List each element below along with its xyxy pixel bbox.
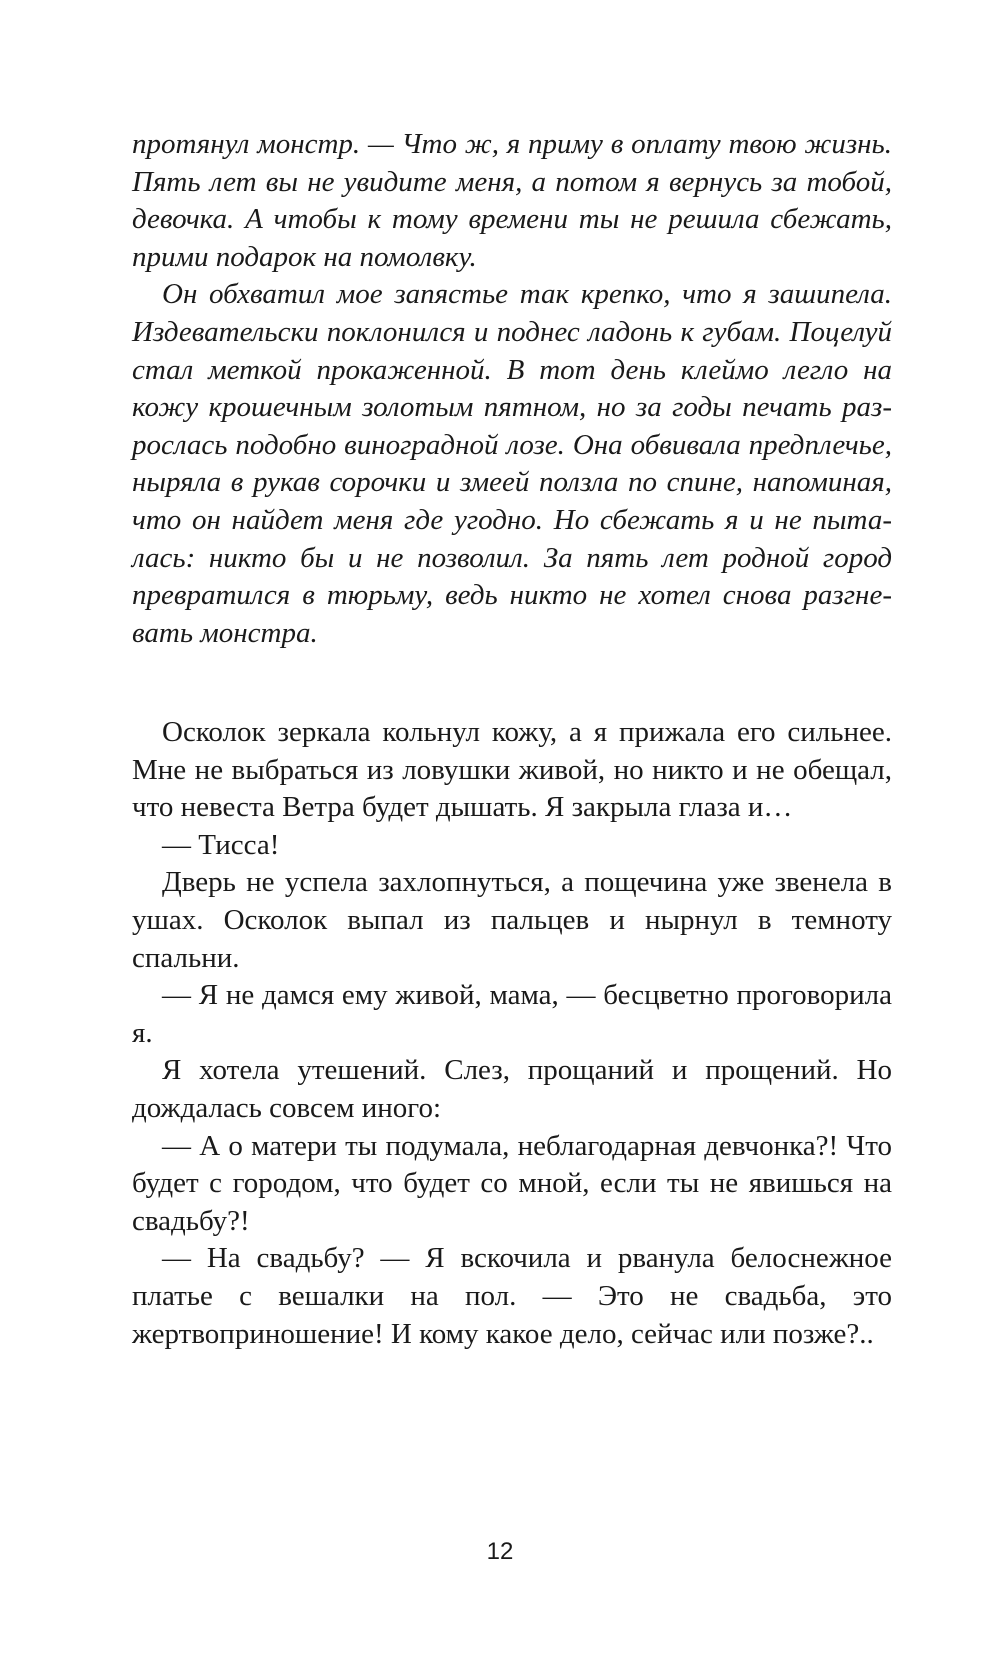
main-text-section [132,714,892,1353]
main-paragraph-2: — Тисса! [162,828,280,861]
italic-paragraph-1: протянул монстр. — Что ж, я приму в оплату твою жизнь. Пять лет вы не увидите меня, а потом я вернусь за тобой, девочка. А чтобы к тому времени ты не решила сбежать, прими подарок на помолвку. [132,128,892,273]
main-paragraph-1: Осколок зеркала кольнул кожу, а я прижала его сильнее. Мне не выбраться из ловушки живой, но никто и не обещал, что невеста Ветра будет дышать. Я закрыла глаза и… [132,716,892,824]
main-paragraph-5: Я хотела утешений. Слез, прощаний и прощений. Но дождалась совсем иного: [132,1054,892,1124]
italic-text-section [132,126,892,652]
main-paragraph-3: Дверь не успела захлопнуться, а пощечина уже звенела в ушах. Осколок выпал из пальцев и нырнул в темноту спальни. [132,866,892,974]
main-paragraph-4: — Я не дамся ему живой, мама, — бесцветно проговорила я. [132,979,892,1049]
main-paragraph-7: — На свадьбу? — Я вскочила и рванула белоснежное платье с вешалки на пол. — Это не свадьба, это жертвоприношение! И кому какое дело, сейчас или позже?.. [132,1242,892,1350]
main-paragraph-6: — А о матери ты подумала, неблагодарная девчонка?! Что будет с городом, что будет со мной, если ты не явишься на свадьбу?! [132,1129,892,1237]
page-number: 12 [486,1538,514,1565]
italic-paragraph-2: Он обхватил мое запястье так крепко, что я зашипела. Издевательски поклонился и поднес ладонь к губам. Поцелуй стал меткой прокаженной. В тот день клеймо легло на кожу крошечным золотым пятном, но за годы печать разрослась подобно виноградной лозе. Она обвивала предплечье, ныряла в рукав сорочки и змеей ползла по спине, напоминая, что он найдет меня где угодно. Но сбежать я и не пыталась: никто бы и не позволил. За пять лет родной город превратился в тюрьму, ведь никто не хотел снова разгневать монстра. [132,278,892,649]
